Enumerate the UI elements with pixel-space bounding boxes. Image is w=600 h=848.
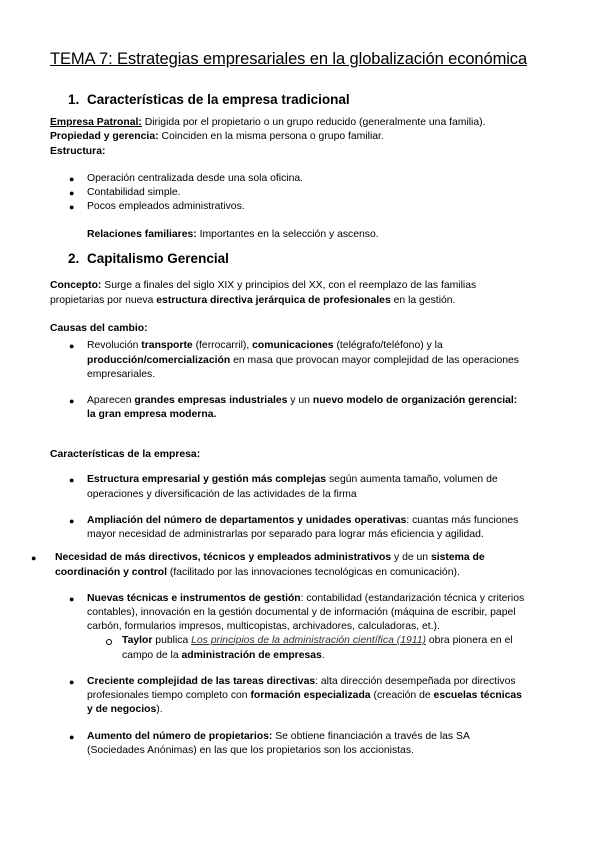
empresa-patronal-label: Empresa Patronal: [50, 117, 142, 128]
complejidad-text: ). [156, 704, 163, 715]
caract-bold: Estructura empresarial y gestión más complejas [87, 474, 327, 485]
causa-2-line-2: la gran empresa moderna. [87, 409, 217, 420]
concepto-text: en la gestión. [390, 295, 456, 306]
complejidad-line-2 [87, 689, 522, 704]
taylor-text: . [321, 650, 325, 661]
caract-bold: Ampliación del número de departamentos y unidades operativas [87, 515, 407, 526]
taylor-text: publica [152, 635, 192, 646]
concepto-text: Surge a finales del siglo XIX y principios del XX, con el reemplazo de las familias [101, 280, 477, 291]
necesidad-text: y de un [391, 552, 431, 563]
caract-2-line-1 [87, 514, 518, 529]
causa-1-line-2 [87, 354, 519, 369]
propiedad-label: Propiedad y gerencia: [50, 131, 159, 142]
necesidad-line-2 [55, 566, 460, 581]
estructura-text: Estructura: [50, 146, 106, 157]
causa-text: Revolución [87, 340, 142, 351]
caract-2-line-2: mayor necesidad de administrarlas por separado para lograr más eficiencia y agilidad. [87, 529, 484, 540]
causa-bold: grandes empresas industriales [134, 395, 288, 406]
propiedad-text: Coinciden en la misma persona o grupo familiar. [158, 131, 384, 142]
necesidad-text: (facilitado por las innovaciones tecnológicas en comunicación). [167, 567, 460, 578]
empresa-patronal-text: Dirigida por el propietario o un grupo reducido (generalmente una familia). [141, 117, 486, 128]
causa-bold: comunicaciones [252, 340, 334, 351]
caract-text: según aumenta tamaño, volumen de [326, 474, 498, 485]
propietarios-bold: Aumento del número de propietarios: [87, 731, 273, 742]
complejidad-text: profesionales tiempo completo con [87, 690, 251, 701]
estructura-item: Contabilidad simple. [87, 187, 181, 198]
bullet-icon: ● [31, 553, 37, 563]
concepto-text: propietarias por nueva [50, 295, 157, 306]
relaciones-label: Relaciones familiares: [87, 229, 197, 240]
propietarios-text: Se obtiene financiación a través de las SA [272, 731, 470, 742]
bullet-icon: ● [69, 202, 75, 212]
bullet-icon: ● [69, 396, 75, 406]
tecnicas-bold: Nuevas técnicas e instrumentos de gestión [87, 593, 301, 604]
causa-bold: producción/comercialización [87, 355, 231, 366]
propietarios-line-2: (Sociedades Anónimas) en las que los propietarios son los accionistas. [87, 745, 414, 756]
tecnicas-text: : contabilidad (estandarización técnica y criterios [300, 593, 525, 604]
complejidad-line-1 [87, 675, 516, 690]
taylor-name: Taylor [122, 635, 153, 646]
causa-text: en masa que provocan mayor complejidad de las operaciones [230, 355, 519, 366]
bullet-icon: ● [69, 594, 75, 604]
bullet-icon: ● [69, 174, 75, 184]
bullet-icon: ● [69, 732, 75, 742]
complejidad-text: : alta dirección desempeñada por directivos [315, 676, 516, 687]
section-2-title: Capitalismo Gerencial [87, 251, 229, 266]
bullet-icon: ● [69, 516, 75, 526]
section-2-heading [68, 251, 229, 266]
complejidad-line-3 [87, 703, 163, 718]
estructura-item: Pocos empleados administrativos. [87, 201, 245, 212]
caracteristicas-text: Características de la empresa: [50, 449, 201, 460]
bullet-icon: ● [69, 341, 75, 351]
causa-text: (ferrocarril), [192, 340, 253, 351]
relaciones-line [87, 228, 379, 243]
taylor-line-2 [122, 649, 325, 664]
complejidad-bold: Creciente complejidad de las tareas directivas [87, 676, 316, 687]
tecnicas-line-1 [87, 592, 524, 607]
section-1-number: 1. [68, 92, 80, 107]
complejidad-bold: formación especializada [250, 690, 371, 701]
taylor-line-1 [122, 634, 513, 649]
taylor-book-link[interactable]: Los principios de la administración científica (1911) [191, 635, 426, 646]
necesidad-bold: sistema de [430, 552, 485, 563]
causa-bold: nuevo modelo de organización gerencial: [312, 395, 518, 406]
caract-1-line-2: operaciones y diversificación de las actividades de la firma [87, 489, 357, 500]
causa-text: y un [287, 395, 313, 406]
caract-1-line-1 [87, 473, 498, 488]
bullet-icon: ● [69, 188, 75, 198]
taylor-text: obra pionera en el [426, 635, 513, 646]
circle-bullet-icon [106, 639, 112, 645]
propietarios-line-1 [87, 730, 470, 745]
necesidad-bold: Necesidad de más directivos, técnicos y empleados administrativos [55, 552, 392, 563]
causa-text: Aparecen [87, 395, 135, 406]
tecnicas-line-3: carbón, formularios impresos, multicopistas, archivadores, calculadoras, et.). [87, 621, 440, 632]
page-title: TEMA 7: Estrategias empresariales en la globalización económica [50, 50, 528, 68]
concepto-line-2 [50, 294, 455, 309]
taylor-text: campo de la [122, 650, 182, 661]
caracteristicas-label [50, 448, 200, 463]
causa-bold: transporte [141, 340, 193, 351]
section-1-title: Características de la empresa tradicional [87, 92, 350, 107]
bullet-icon: ● [69, 677, 75, 687]
concepto-line-1 [50, 279, 476, 294]
estructura-label [50, 145, 105, 160]
complejidad-bold: escuelas técnicas [433, 690, 522, 701]
caract-text: : cuantas más funciones [406, 515, 519, 526]
bullet-icon: ● [69, 475, 75, 485]
relaciones-text: Importantes en la selección y ascenso. [196, 229, 379, 240]
section-2-number: 2. [68, 251, 80, 266]
causa-1-line-1 [87, 339, 443, 354]
causa-2-line-1 [87, 394, 517, 409]
causas-text: Causas del cambio: [50, 323, 148, 334]
estructura-item: Operación centralizada desde una sola oficina. [87, 173, 304, 184]
necesidad-line-1 [55, 551, 485, 566]
causas-label [50, 322, 148, 337]
concepto-label: Concepto: [50, 280, 102, 291]
complejidad-text: (creación de [370, 690, 434, 701]
concepto-bold: estructura directiva jerárquica de profesionales [156, 295, 391, 306]
empresa-patronal-line [50, 116, 486, 131]
propiedad-line [50, 130, 384, 145]
causa-1-line-3: empresariales. [87, 369, 156, 380]
necesidad-bold: coordinación y control [55, 567, 167, 578]
causa-text: (telégrafo/teléfono) y la [333, 340, 443, 351]
taylor-bold: administración de empresas [181, 650, 322, 661]
section-1-heading [68, 92, 350, 107]
tecnicas-line-2: contables), innovación en la gestión documental y de información (máquina de escribir, papel [87, 607, 516, 618]
complejidad-bold: y de negocios [87, 704, 157, 715]
